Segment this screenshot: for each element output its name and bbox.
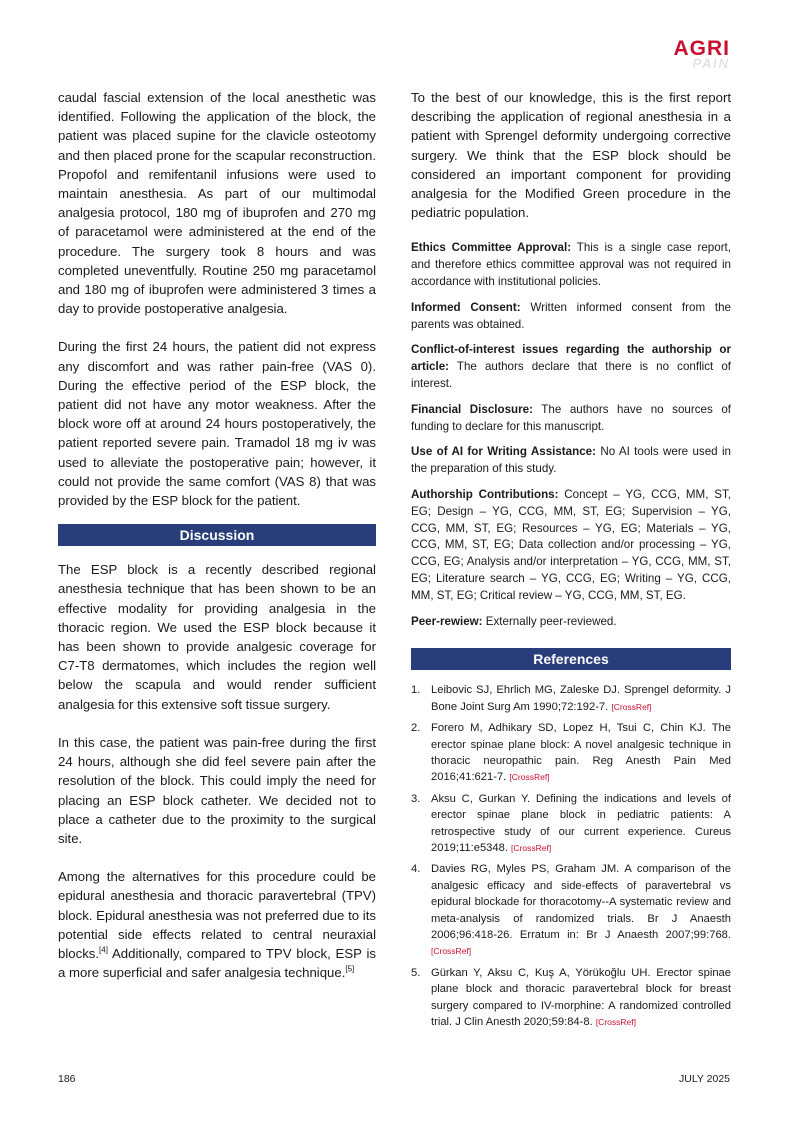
- references-heading: References: [411, 648, 731, 670]
- reference-citation: Aksu C, Gurkan Y. Defining the indications and levels of erector spinae plane block in pediatric patients: A retrospective study of our current experience. Cureus 2019;11:e5348.: [431, 792, 731, 855]
- crossref-link[interactable]: [CrossRef]: [431, 946, 472, 957]
- reference-list: [411, 682, 731, 1030]
- reference-item: [411, 861, 731, 959]
- declaration-label: Peer-rewiew:: [411, 614, 483, 628]
- declaration: [411, 487, 731, 605]
- declaration-label: Authorship Contributions:: [411, 487, 559, 501]
- page-number: 186: [58, 1073, 76, 1085]
- paragraph-text: Additionally, compared to TPV block, ESP is a more superficial and safer analgesia technique.: [58, 945, 376, 981]
- declaration: [411, 300, 731, 334]
- reference-text: [431, 720, 731, 786]
- declaration-label: Ethics Committee Approval:: [411, 241, 572, 255]
- journal-logo: [674, 38, 731, 70]
- declaration-label: Conflict-of-interest issues regarding the authorship or article:: [411, 343, 731, 374]
- reference-citation: Davies RG, Myles PS, Graham JM. A comparison of the analgesic efficacy and side-effects of paravertebral vs epidural blockade for thoracotomy--A systematic review and meta-analysis of randomized trials. Br J Anaesth 2006;96:418-26. Erratum in: Br J Anaesth 2007;99:768.: [431, 863, 731, 942]
- reference-citation: Leibovic SJ, Ehrlich MG, Zaleske DJ. Sprengel deformity. J Bone Joint Surg Am 1990;72:192-7.: [431, 684, 731, 713]
- paragraph: [58, 867, 376, 982]
- left-column: [58, 88, 376, 982]
- paragraph-text: Among the alternatives for this procedure could be epidural anesthesia and thoracic paravertebral (TPV) block. Epidural anesthesia was not preferred due to its potential side effects related to central neuraxial blocks.: [58, 869, 376, 961]
- discussion-heading: Discussion: [58, 524, 376, 546]
- reference-text: [431, 791, 731, 857]
- declaration: [411, 240, 731, 290]
- paragraph: In this case, the patient was pain-free during the first 24 hours, although she did feel severe pain after the resolution of the block. This could imply the need for placing an ESP block catheter. We decided not to place a catheter due to the proximity to the surgical site.: [58, 734, 376, 846]
- declaration-text: No AI tools were used in the preparation of this study.: [411, 445, 731, 476]
- citation-link[interactable]: [4]: [99, 945, 108, 955]
- reference-item: [411, 791, 731, 857]
- crossref-link[interactable]: [CrossRef]: [509, 772, 550, 783]
- declaration-text: The authors have no sources of funding to declare for this manuscript.: [411, 402, 731, 433]
- crossref-link[interactable]: [CrossRef]: [595, 1017, 636, 1028]
- reference-item: [411, 965, 731, 1031]
- declaration-text: Concept – YG, CCG, MM, ST, EG; Design – YG, CCG, MM, ST, EG; Supervision – YG, CCG, MM, ST, EG; Resources – YG, EG; Materials – YG, CCG, MM, ST, EG; Data collection and/or processing – YG, CCG, EG; Analysis and/or interpretation – YG, CCG, MM, ST, EG; Literature search – YG, CCG, EG; Writing – YG, CCG, MM, ST, EG; Critical review – YG, CCG, MM, ST, EG.: [411, 487, 731, 602]
- reference-text: [431, 682, 731, 715]
- paragraph: To the best of our knowledge, this is the first report describing the application of regional anesthesia in a patient with Sprengel deformity undergoing corrective surgery. We think that the ESP block should be considered an important component for providing analgesia for the Modified Green procedure in the pediatric population.: [411, 90, 731, 221]
- reference-citation: Gürkan Y, Aksu C, Kuş A, Yörükoğlu UH. Erector spinae plane block and thoracic paravertebral block for breast surgery compared to IV-morphine: A randomized controlled trial. J Clin Anesth 2020;59:84-8.: [431, 966, 731, 1029]
- crossref-link[interactable]: [CrossRef]: [611, 701, 652, 712]
- declaration-label: Financial Disclosure:: [411, 402, 533, 416]
- declaration-text: The authors declare that there is no conflict of interest.: [411, 360, 731, 390]
- reference-number: 2.: [411, 722, 421, 735]
- logo-pain: PAIN: [692, 56, 730, 71]
- declaration: [411, 402, 731, 436]
- declaration: [411, 614, 731, 631]
- paragraph: caudal fascial extension of the local anesthetic was identified. Following the application of the block, the patient was placed supine for the clavicle osteotomy and then placed prone for the scapular reconstruction. Propofol and remifentanil infusions were used to maintain anesthesia. As part of our multimodal analgesia protocol, 180 mg of ibuprofen and 270 mg of paracetamol were administered at the end of the procedure. The surgery took 8 hours and was completed uneventfully. Routine 250 mg paracetamol and 180 mg of ibuprofen were administered 3 times a day to provide postoperative analgesia.: [58, 90, 376, 317]
- declaration: [411, 342, 731, 392]
- reference-item: [411, 682, 731, 715]
- reference-text: [431, 861, 731, 959]
- paragraph: The ESP block is a recently described regional anesthesia technique that has been shown to be an effective modality for providing analgesia in the thoracic region. We used the ESP block because it has been shown to provide analgesic coverage for C7-T8 dermatomes, which includes the region well below the scapula and would render sufficient analgesia for this extensive soft tissue surgery.: [58, 562, 376, 712]
- reference-item: [411, 720, 731, 786]
- citation-link[interactable]: [5]: [345, 964, 355, 974]
- issue-date: JULY 2025: [679, 1073, 730, 1085]
- logo-agri: AGRI: [673, 37, 730, 60]
- right-column: [411, 88, 731, 1035]
- declaration-label: Use of AI for Writing Assistance:: [411, 445, 596, 459]
- declaration: [411, 444, 731, 478]
- reference-text: [431, 965, 731, 1031]
- declaration-text: Written informed consent from the parents was obtained.: [411, 300, 731, 331]
- paragraph: During the first 24 hours, the patient did not express any discomfort and was rather pain-free (VAS 0). During the effective period of the ESP block, the patient did not have any motor weakness. After the block wore off at around 24 hours postoperatively, the patient reported severe pain. Tramadol 18 mg iv was used to alleviate the postoperative pain; however, it could not provide the same comfort (VAS 8) that was provided by the ESP block for the patient.: [58, 339, 376, 509]
- declaration-text: This is a single case report, and therefore ethics committee approval was not required in accordance with institutional policies.: [411, 241, 731, 289]
- reference-number: 4.: [411, 863, 421, 876]
- declaration-label: Informed Consent:: [411, 300, 521, 314]
- reference-number: 5.: [411, 966, 421, 979]
- reference-number: 1.: [411, 684, 421, 697]
- declaration-text: Externally peer-reviewed.: [482, 614, 617, 628]
- declarations: [411, 240, 731, 630]
- crossref-link[interactable]: [CrossRef]: [511, 843, 552, 854]
- reference-citation: Forero M, Adhikary SD, Lopez H, Tsui C, Chin KJ. The erector spinae plane block: A novel analgesic technique in thoracic neuropathic pain. Reg Anesth Pain Med 2016;41:621-7.: [431, 722, 731, 784]
- reference-number: 3.: [411, 792, 421, 805]
